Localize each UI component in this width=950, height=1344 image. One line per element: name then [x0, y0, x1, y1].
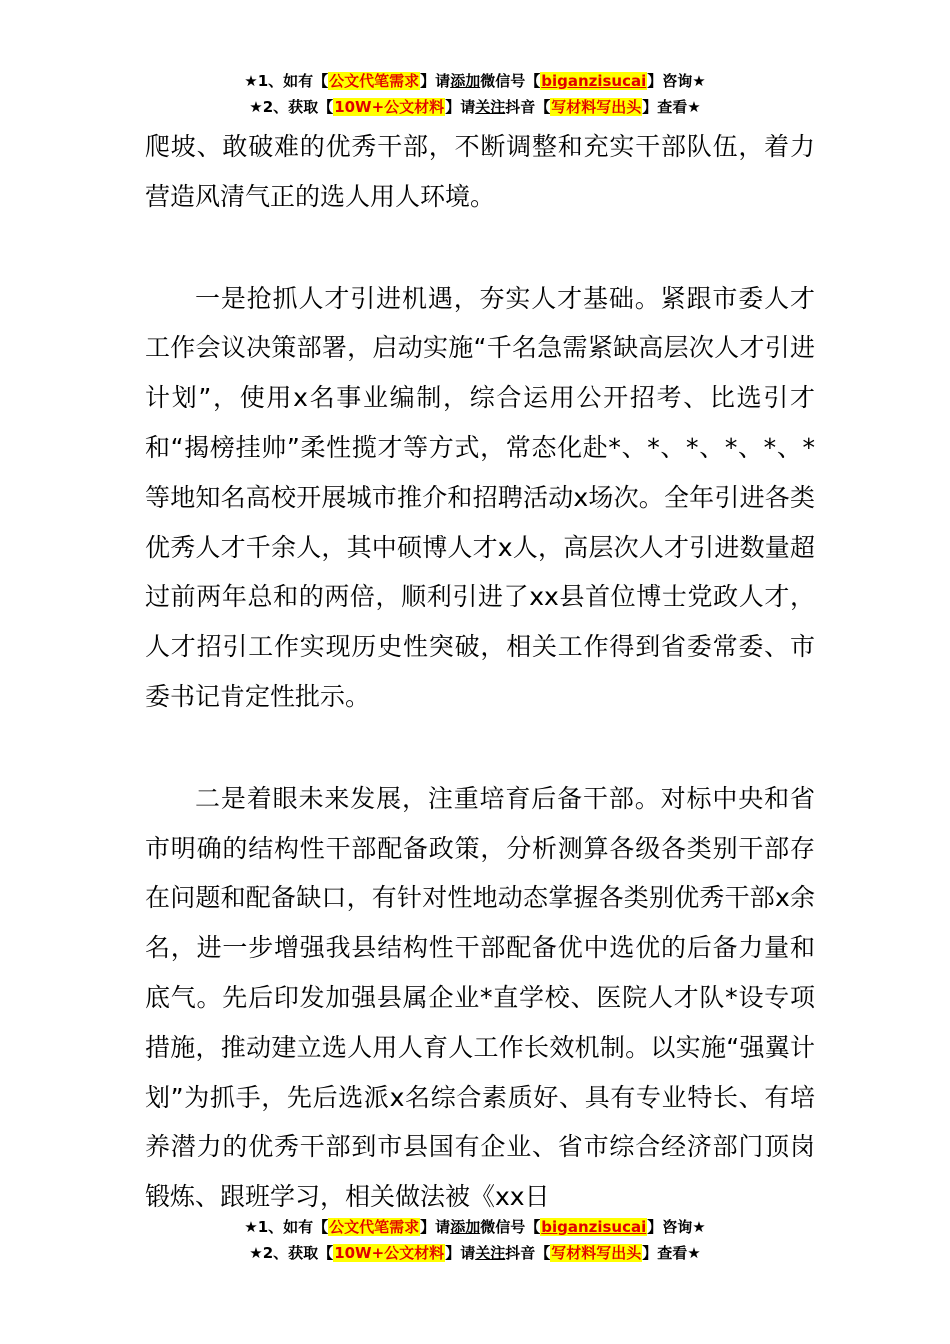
banner-text: 】请 [445, 98, 476, 116]
banner-text: 】查看★ [642, 1244, 701, 1262]
paragraph-spacer [145, 722, 815, 774]
banner-text: 微信号【 [480, 72, 541, 90]
banner-text: 】查看★ [642, 98, 701, 116]
paragraph-spacer [145, 222, 815, 274]
banner-emphasis: 添加 [450, 72, 481, 90]
paragraph-talent-introduction: 一是抢抓人才引进机遇，夯实人才基础。紧跟市委人才工作会议决策部署，启动实施“千名急需紧缺高层次人才引进计划”，使用x名事业编制，综合运用公开招考、比选引才和“揭榜挂帅”柔性揽才等方式，常态化赴*、*、*、*、*、*等地知名高校开展城市推介和招聘活动x场次。全年引进各类优秀人才千余人，其中硕博人才x人，高层次人才引进数量超过前两年总和的两倍，顺利引进了xx县首位博士党政人才，人才招引工作实现历史性突破，相关工作得到省委常委、市委书记肯定性批示。 [145, 283, 815, 711]
banner-line-2 [0, 1240, 950, 1266]
banner-text: ★1、如有【 [244, 72, 329, 90]
banner-text: 抖音【 [505, 98, 551, 116]
banner-text: 抖音【 [505, 1244, 551, 1262]
banner-text: ★1、如有【 [244, 1218, 329, 1236]
header-banner [0, 68, 950, 120]
banner-highlight-douyin: 写材料写出头 [551, 98, 642, 116]
banner-text: ★2、获取【 [249, 98, 334, 116]
banner-highlight-wechat-id: biganzisucai [541, 1218, 647, 1236]
banner-highlight-douyin: 写材料写出头 [551, 1244, 642, 1262]
paragraph-reserve-cadres: 二是着眼未来发展，注重培育后备干部。对标中央和省市明确的结构性干部配备政策，分析测算各级各类别干部存在问题和配备缺口，有针对性地动态掌握各类别优秀干部x余名，进一步增强我县结构性干部配备优中选优的后备力量和底气。先后印发加强县属企业*直学校、医院人才队*设专项措施，推动建立选人用人育人工作长效机制。以实施“强翼计划”为抓手，先后选派x名综合素质好、具有专业特长、有培养潜力的优秀干部到市县国有企业、省市综合经济部门顶岗锻炼、跟班学习，相关做法被《xx日 [145, 783, 815, 1212]
footer-banner [0, 1214, 950, 1266]
banner-highlight-service: 公文代笔需求 [329, 1218, 420, 1236]
banner-highlight-service: 公文代笔需求 [329, 72, 420, 90]
banner-text: 】咨询★ [647, 1218, 706, 1236]
banner-text: ★2、获取【 [249, 1244, 334, 1262]
banner-highlight-materials: 10W+公文材料 [334, 98, 445, 116]
banner-text: 】咨询★ [647, 72, 706, 90]
banner-emphasis: 关注 [475, 98, 506, 116]
banner-highlight-wechat-id: biganzisucai [541, 72, 647, 90]
banner-line-1 [0, 68, 950, 94]
banner-line-2 [0, 94, 950, 120]
paragraph-continuation: 爬坡、敢破难的优秀干部，不断调整和充实干部队伍，着力营造风清气正的选人用人环境。 [145, 132, 815, 211]
banner-text: 】请 [420, 72, 451, 90]
document-body [145, 122, 815, 1222]
banner-text: 】请 [445, 1244, 476, 1262]
banner-line-1 [0, 1214, 950, 1240]
banner-emphasis: 添加 [450, 1218, 481, 1236]
banner-text: 】请 [420, 1218, 451, 1236]
banner-text: 微信号【 [480, 1218, 541, 1236]
banner-highlight-materials: 10W+公文材料 [334, 1244, 445, 1262]
banner-emphasis: 关注 [475, 1244, 506, 1262]
